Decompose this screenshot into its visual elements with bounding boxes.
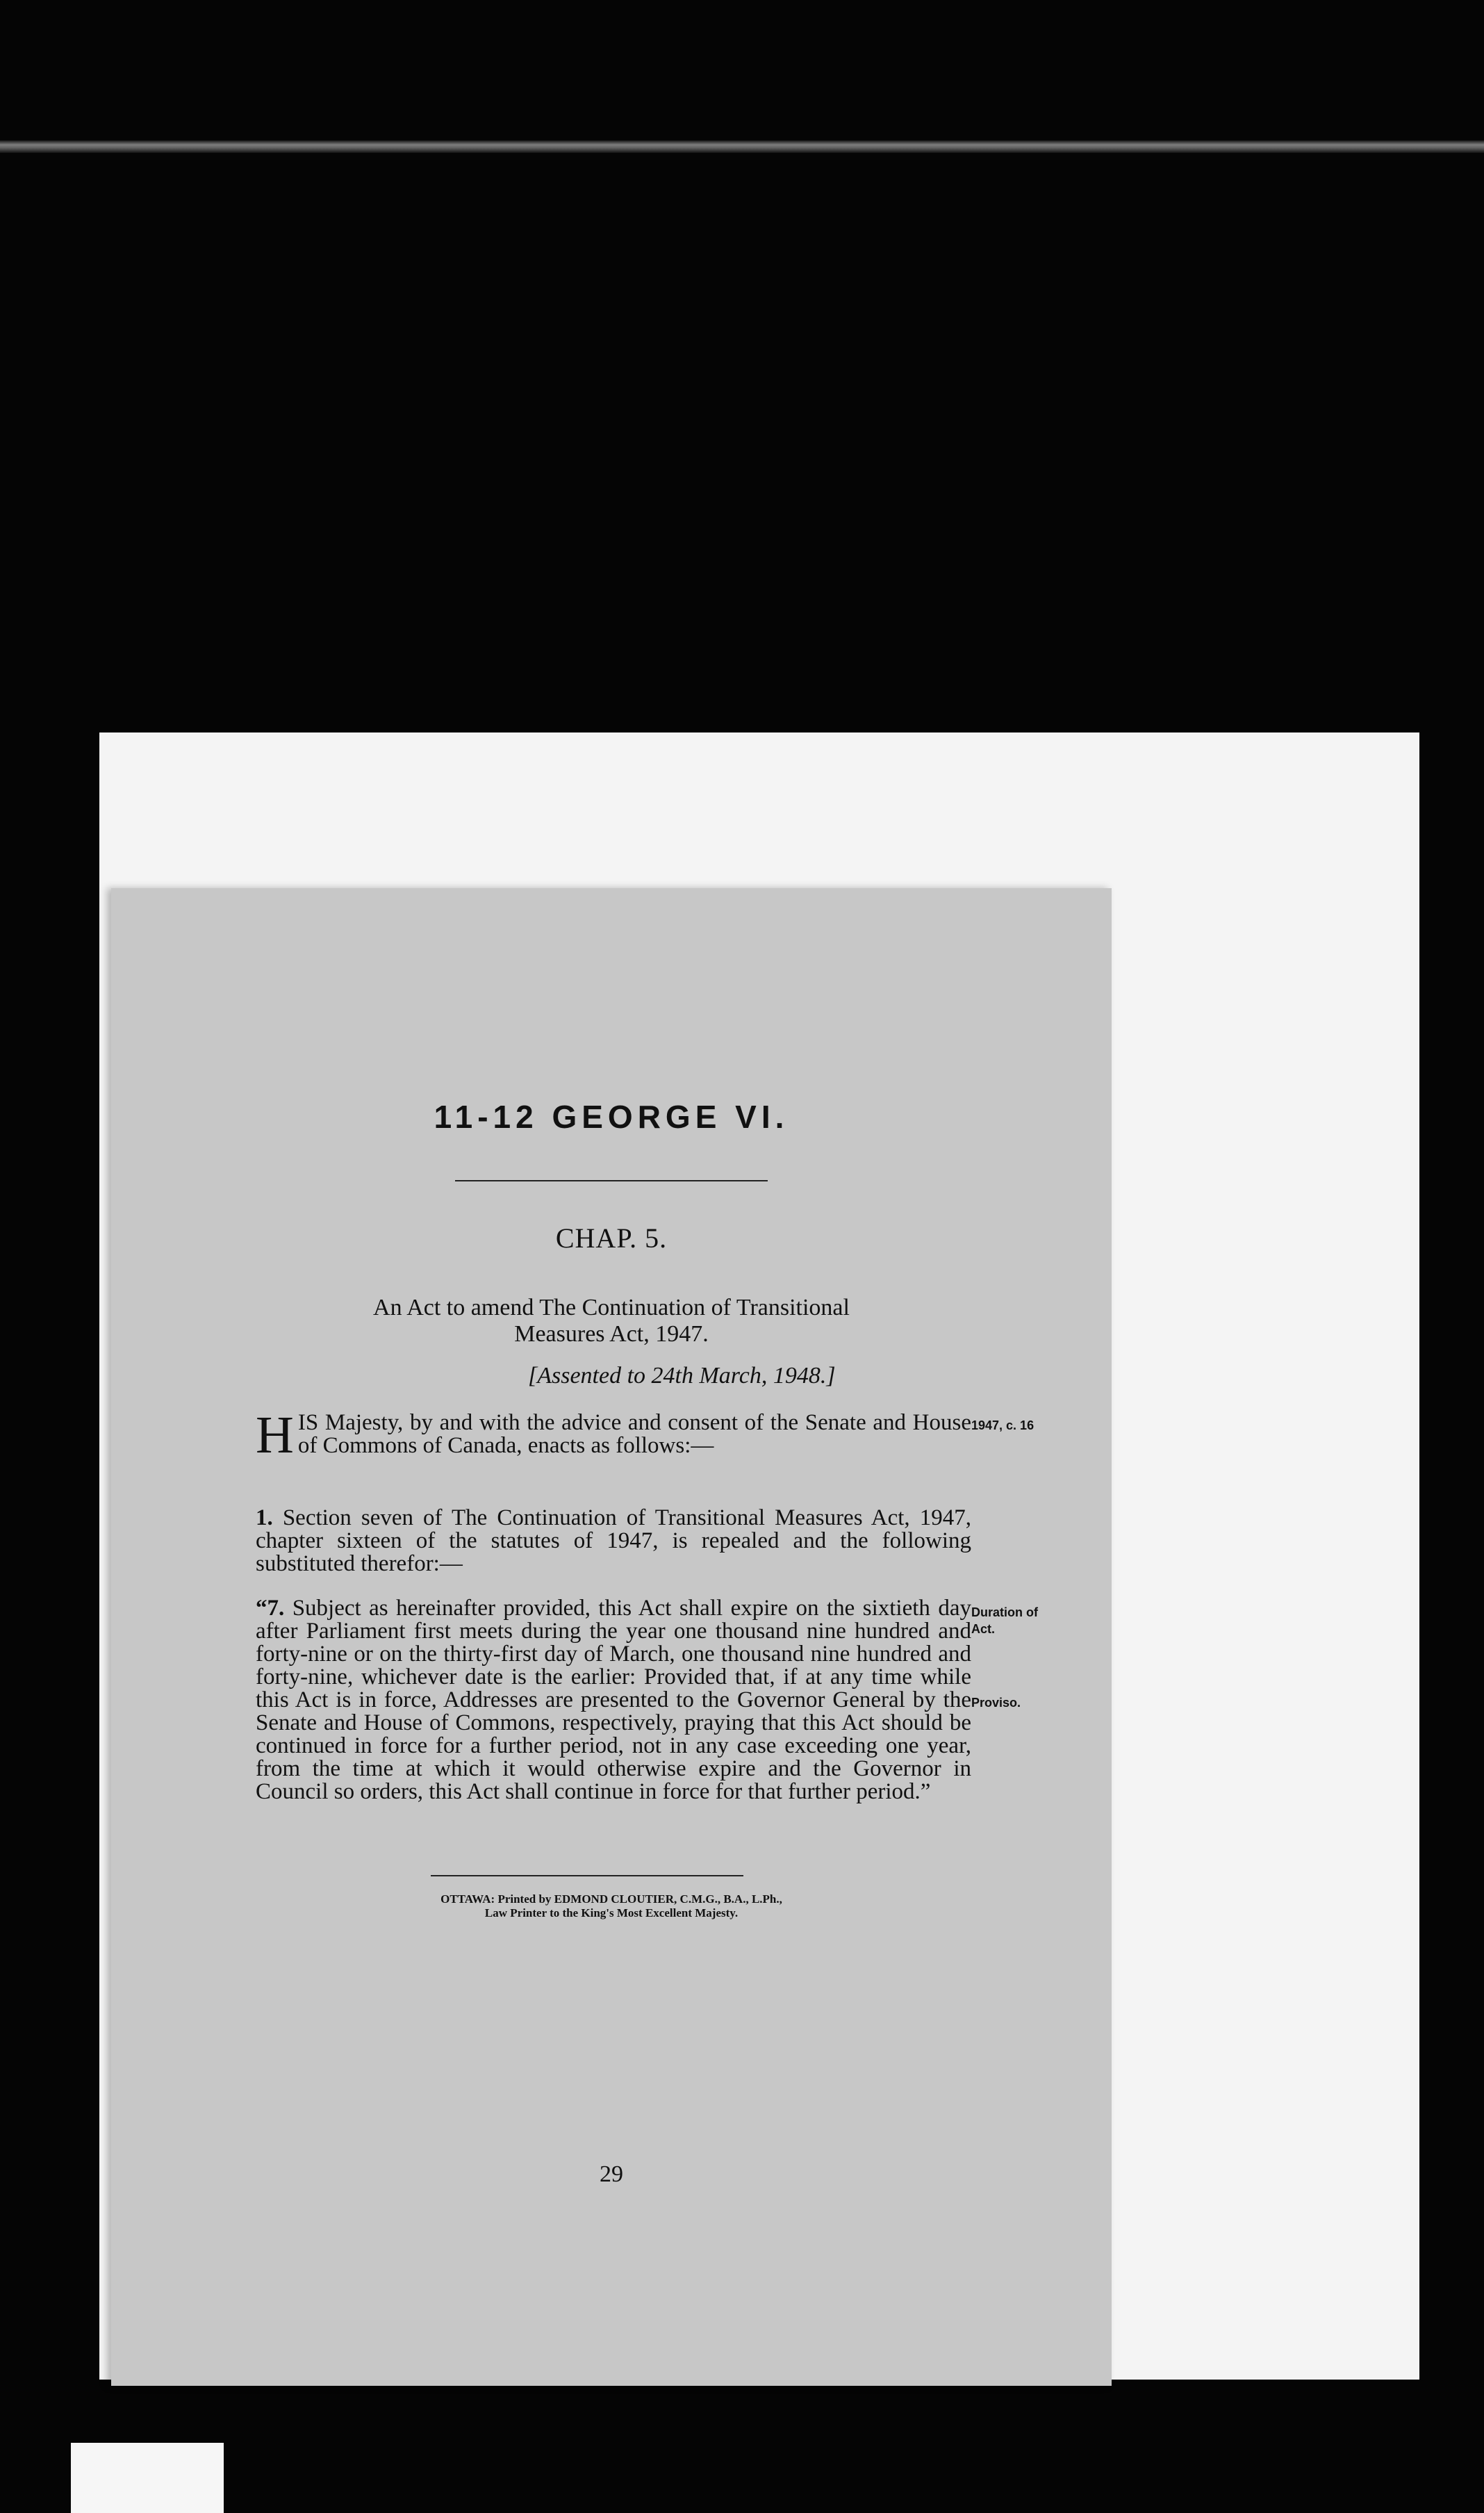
act-title-line-1: An Act to amend The Continuation of Transitional [373,1295,850,1320]
act-title-line-2: Measures Act, 1947. [514,1321,709,1347]
act-title [257,1295,966,1348]
film-strip-edge [0,140,1484,153]
section-1-text: Section seven of The Continuation of Transitional Measures Act, 1947, chapter sixteen of the statutes of 1947, is repealed and the following substituted therefor:— [256,1505,971,1576]
page-number: 29 [600,2161,623,2187]
printer-imprint [111,1892,1112,1920]
drop-cap: H [256,1406,294,1464]
margin-note-proviso: Proviso. [971,1696,1021,1710]
section-7 [256,1597,971,1803]
assent-date: [Assented to 24th March, 1948.] [528,1363,836,1389]
divider-rule [455,1180,768,1181]
reign-heading: 11-12 GEORGE VI. [434,1099,789,1135]
section-1-number: 1. [256,1505,273,1530]
closing-rule [431,1875,743,1876]
preamble-text: IS Majesty, by and with the advice and consent of the Senate and House of Commons of Canada, enacts as follows:— [297,1410,971,1458]
section-7-number: “7. [256,1596,285,1621]
margin-note-statute: 1947, c. 16 [971,1418,1034,1432]
corner-label-tab [71,2443,224,2513]
printer-line-2: Law Printer to the King's Most Excellent Majesty. [484,1906,739,1919]
section-7-text: Subject as hereinafter provided, this Act shall expire on the sixtieth day after Parliament first meets during the year one thousand nine hundred and forty-nine or on the thirty-first day of March, one thousand nine hundred and forty-nine, whichever date is the earlier: Provided that, if at any time while this Act is in force, Addresses are presented to the Governor General by the Senate and House of Commons, respectively, praying that this Act should be continued in force for a further period, not in any case exceeding one year, from the time at which it would otherwise expire and the Governor in Council so orders, this Act shall continue in force for that further period.” [256,1596,971,1804]
printer-line-1: OTTAWA: Printed by EDMOND CLOUTIER, C.M.G., B.A., L.Ph., [440,1892,782,1906]
document-page [111,888,1112,2386]
chapter-heading: CHAP. 5. [555,1222,668,1254]
margin-note-duration: Duration of Act. [971,1605,1038,1636]
preamble [256,1406,971,1464]
section-1 [256,1507,971,1575]
